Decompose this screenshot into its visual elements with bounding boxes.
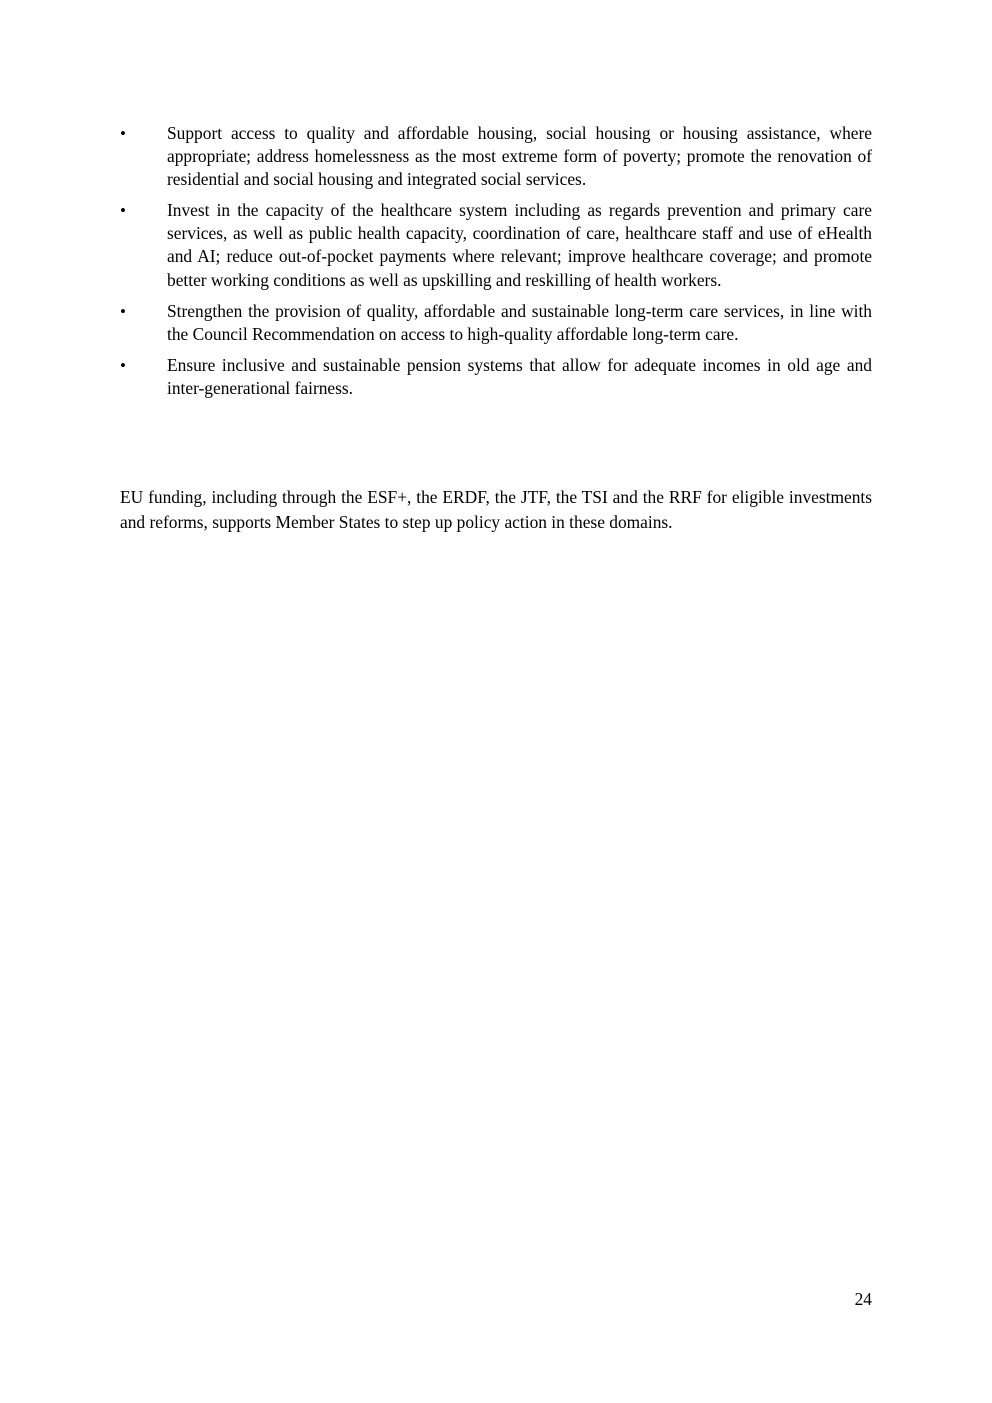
bullet-item-long-term-care <box>120 300 872 346</box>
bullet-marker: • <box>120 201 126 221</box>
page-number: 24 <box>854 1289 872 1309</box>
bullet-marker: • <box>120 355 126 375</box>
eu-funding-paragraph: EU funding, including through the ESF+, the ERDF, the JTF, the TSI and the RRF for eligible investments and reforms, supports Member States to step up policy action in these domains. <box>120 487 872 532</box>
bullet-marker: • <box>120 124 126 143</box>
bullet-text: Support access to quality and affordable housing, social housing or housing assistance, where appropriate; address homelessness as the most extreme form of poverty; promote the renovation of residential and social housing and integrated social services. <box>167 123 872 190</box>
bullet-text: Ensure inclusive and sustainable pension systems that allow for adequate incomes in old age and inter-generational fairness. <box>167 354 872 398</box>
bullet-text: Strengthen the provision of quality, affordable and sustainable long-term care services, in line with the Council Recommendation on access to high-quality affordable long-term care. <box>167 300 872 344</box>
bullet-item-housing <box>120 122 872 191</box>
bullet-item-healthcare <box>120 199 872 291</box>
bullet-text: Invest in the capacity of the healthcare system including as regards prevention and primary care services, as well as public health capacity, coordination of care, healthcare staff and use of eHealth and AI; reduce out-of-pocket payments where relevant; improve healthcare coverage; and promote better working conditions as well as upskilling and reskilling of health workers. <box>167 200 872 290</box>
bullet-list <box>120 122 872 408</box>
bullet-item-pensions <box>120 354 872 400</box>
bullet-marker: • <box>120 301 126 321</box>
